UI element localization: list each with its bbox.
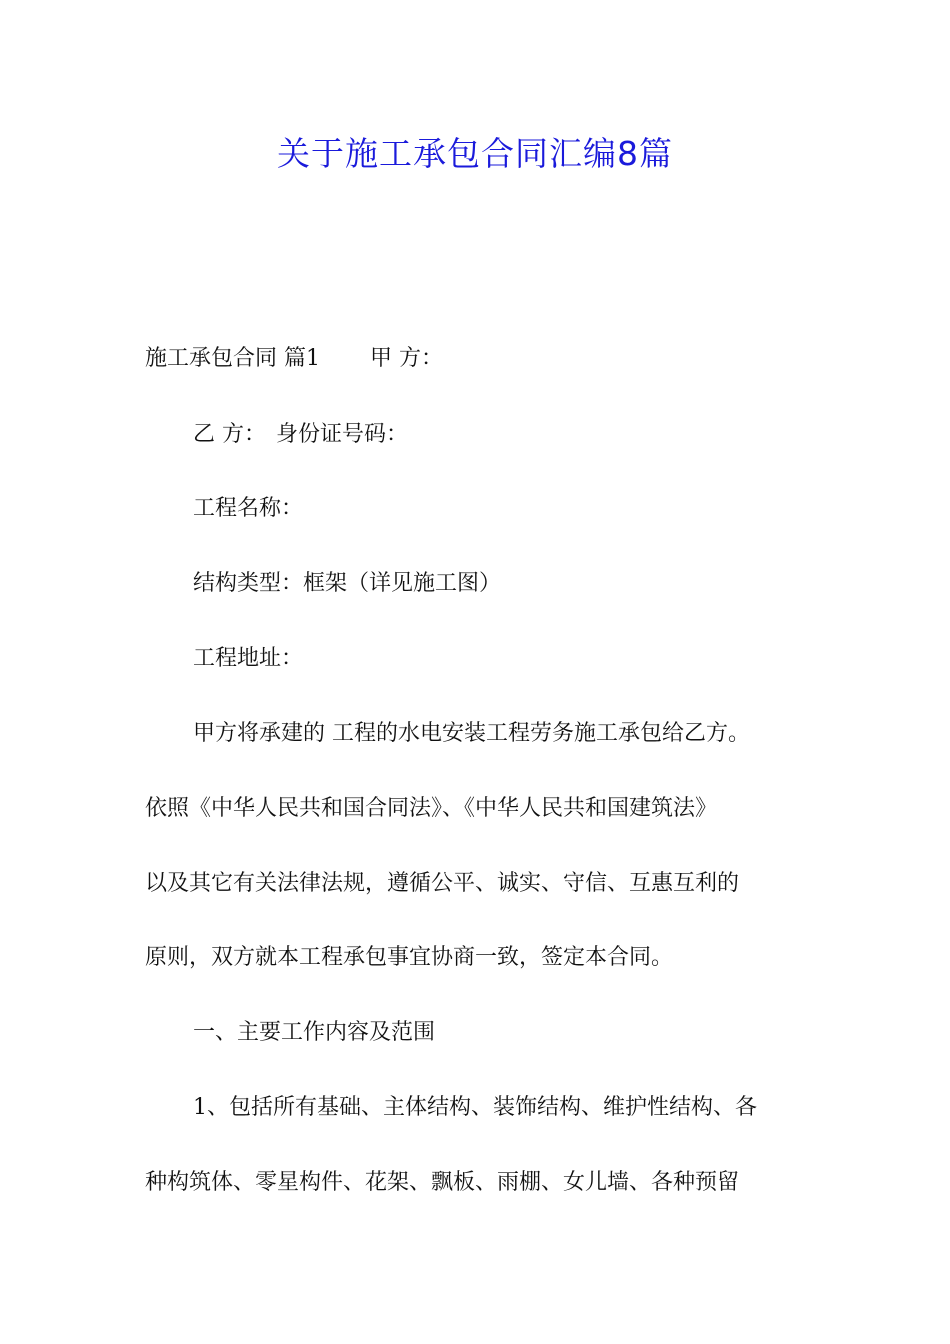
project-name-line: 工程名称：: [193, 496, 304, 521]
structure-type-line: 结构类型：框架（详见施工图）: [193, 571, 502, 596]
document-title: 关于施工承包合同汇编8篇: [277, 134, 673, 173]
project-address-line: 工程地址：: [193, 646, 304, 671]
paragraph-line: 原则，双方就本工程承包事宜协商一致，签定本合同。: [145, 945, 674, 970]
party-b-line: [145, 420, 810, 450]
paragraph-line: 依照《中华人民共和国合同法》、《中华人民共和国建筑法》: [145, 796, 718, 821]
section-heading: 一、主要工作内容及范围: [193, 1020, 436, 1045]
party-a-label: 甲 方：: [370, 346, 443, 371]
contract-heading-line: [145, 344, 810, 374]
party-b-label: 乙 方：: [193, 422, 266, 447]
id-number-label: 身份证号码：: [276, 422, 409, 447]
paragraph-line: 1、包括所有基础、主体结构、装饰结构、维护性结构、各: [193, 1095, 757, 1120]
paragraph-line: 种构筑体、零星构件、花架、飘板、雨棚、女儿墙、各种预留: [145, 1170, 740, 1195]
paragraph-line: 以及其它有关法律法规，遵循公平、诚实、守信、互惠互利的: [145, 871, 740, 896]
paragraph-line: 甲方将承建的 工程的水电安装工程劳务施工承包给乙方。: [193, 721, 750, 746]
contract-section-label: 施工承包合同 篇1: [145, 346, 320, 371]
